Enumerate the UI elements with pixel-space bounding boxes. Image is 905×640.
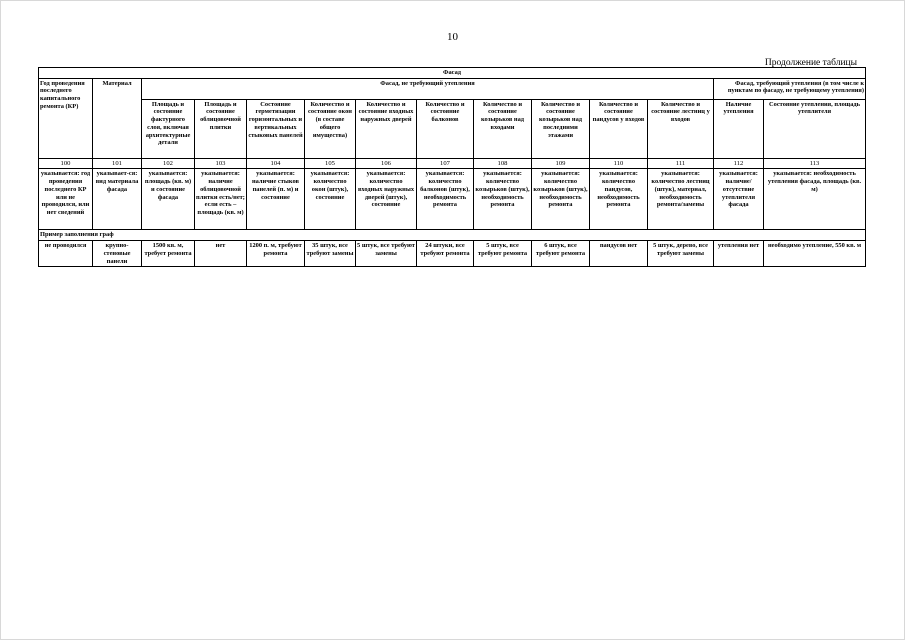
column-number: 102 [142, 158, 195, 169]
description-cell: указывается: количество балконов (штук), необходимость ремонта [417, 169, 474, 230]
column-header: Состояние утепления, площадь утеплителя [764, 99, 866, 158]
description-cell: указывается: необходимость утепления фасада, площадь (кв. м) [764, 169, 866, 230]
example-cell: 5 штук, все требуют замены [356, 241, 417, 267]
description-cell: указывается: наличие облицовочной плитки есть/нет; если есть – площадь (кв. м) [195, 169, 247, 230]
column-number: 106 [356, 158, 417, 169]
page-number: 10 [447, 31, 458, 43]
column-header: Количество и состояние входных наружных дверей [356, 99, 417, 158]
column-number: 108 [474, 158, 532, 169]
facade-table [38, 67, 866, 267]
column-header: Количество и состояние окон (в составе общего имущества) [305, 99, 356, 158]
col-year-header: Год проведения последнего капитального ремонта (КР) [39, 78, 93, 158]
column-number: 104 [247, 158, 305, 169]
column-number: 100 [39, 158, 93, 169]
description-cell: указывается: количество лестниц (штук), материал, необходимость ремонта/замены [648, 169, 714, 230]
column-number: 111 [648, 158, 714, 169]
column-header: Площадь и состояние облицовочной плитки [195, 99, 247, 158]
description-cell: указывается: количество пандусов, необходимость ремонта [590, 169, 648, 230]
group-header-row [39, 78, 866, 99]
example-cell: нет [195, 241, 247, 267]
example-cell: 24 штуки, все требуют ремонта [417, 241, 474, 267]
continuation-label: Продолжение таблицы [764, 58, 857, 68]
description-cell: указывается: количество козырьков (штук), необходимость ремонта [532, 169, 590, 230]
column-header: Количество и состояние пандусов у входов [590, 99, 648, 158]
column-header: Наличие утепления [714, 99, 764, 158]
example-cell: необходимо утепление, 550 кв. м [764, 241, 866, 267]
column-header: Количество и состояние козырьков над входами [474, 99, 532, 158]
description-cell: указывается: количество окон (штук), состояние [305, 169, 356, 230]
column-number: 109 [532, 158, 590, 169]
description-cell: указывает-ся: вид материала фасада [93, 169, 142, 230]
column-number: 110 [590, 158, 648, 169]
example-cell: 1500 кв. м, требует ремонта [142, 241, 195, 267]
column-number: 101 [93, 158, 142, 169]
group-title: Фасад [39, 68, 866, 79]
example-cell: 35 штук, все требуют замены [305, 241, 356, 267]
column-number: 113 [764, 158, 866, 169]
example-cell: 1200 п. м, требуют ремонта [247, 241, 305, 267]
column-header: Площадь и состояние фактурного слоя, включая архитектурные детали [142, 99, 195, 158]
col-material-header: Материал [93, 78, 142, 158]
example-cell: утепления нет [714, 241, 764, 267]
description-cell: указывается: наличие стыков панелей (п. м) и состояние [247, 169, 305, 230]
column-number-row [39, 158, 866, 169]
column-header: Количество и состояние козырьков над последними этажами [532, 99, 590, 158]
column-number: 107 [417, 158, 474, 169]
example-cell: 6 штук, все требуют ремонта [532, 241, 590, 267]
example-cell: 5 штук, дерево, все требуют замены [648, 241, 714, 267]
column-header: Количество и состояние балконов [417, 99, 474, 158]
column-number: 112 [714, 158, 764, 169]
table-title-row [39, 68, 866, 79]
description-cell: указывается: количество входных наружных дверей (штук), состояние [356, 169, 417, 230]
description-cell: указывается: наличие/ отсутствие утеплителя фасада [714, 169, 764, 230]
column-header: Количество и состояние лестниц у входов [648, 99, 714, 158]
example-cell: 5 штук, все требуют ремонта [474, 241, 532, 267]
group-insulation: Фасад, требующий утепления (в том числе к пунктам по фасаду, не требующему утепления) [714, 78, 866, 99]
group-no-insulation: Фасад, не требующий утепления [142, 78, 714, 99]
column-number: 103 [195, 158, 247, 169]
example-cell: не проводился [39, 241, 93, 267]
example-cell: крупно-стеновые панели [93, 241, 142, 267]
example-title: Пример заполнения граф [39, 230, 866, 241]
description-row [39, 169, 866, 230]
description-cell: указывается: площадь (кв. м) и состояние фасада [142, 169, 195, 230]
description-cell: указывается: год проведения последнего КР или не проводился, или нет сведений [39, 169, 93, 230]
column-number: 105 [305, 158, 356, 169]
example-row [39, 241, 866, 267]
column-header: Состояние герметизации горизонтальных и вертикальных стыковых панелей [247, 99, 305, 158]
description-cell: указывается: количество козырьков (штук), необходимость ремонта [474, 169, 532, 230]
example-title-row [39, 230, 866, 241]
example-cell: пандусов нет [590, 241, 648, 267]
column-header-row [39, 99, 866, 158]
